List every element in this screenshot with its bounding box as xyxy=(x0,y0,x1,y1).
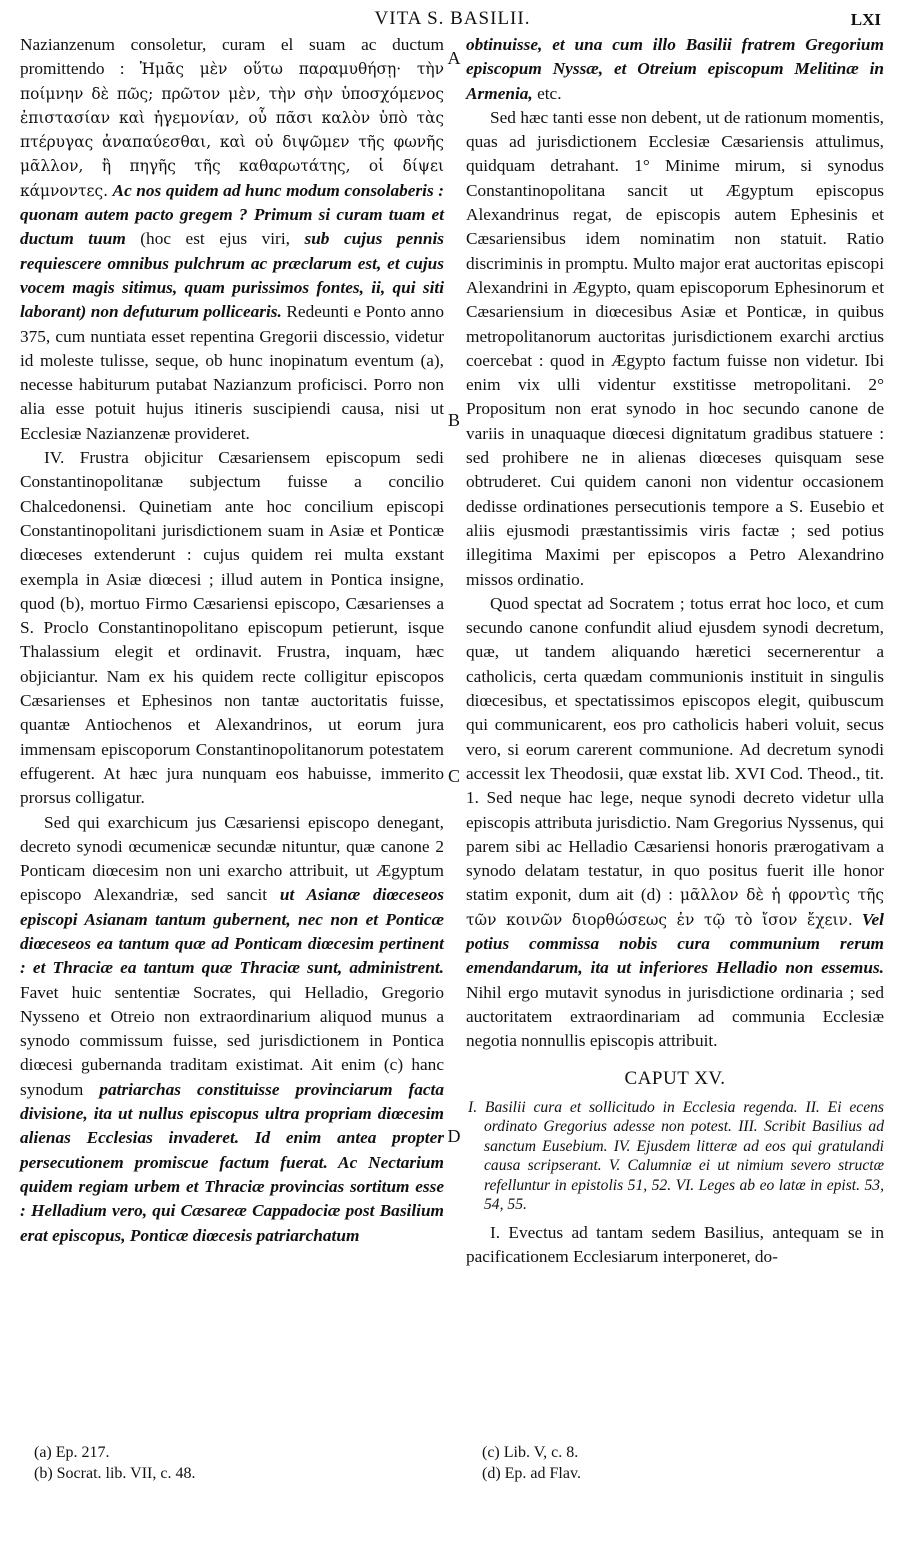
text-run: (hoc est ejus viri, xyxy=(140,229,305,249)
paragraph: Sed hæc tanti esse non debent, ut de rationum momentis, quas ad jurisdictionem Ecclesiæ Cæsariensis attulimus, quidquam detrahant. 1° Minime mirum, si synodus Constantinopolitana sancit ut Ægyptum episcopus Alexandrinus regat, de episcopis autem Ephesinis et Cæsariensibus idem nominatim non statuit. Ratio discriminis in promptu. Multo major erat auctoritas episcopi Alexandrini in Ægypto, quam episcoporum Ephesinorum et Cæsariensium in diœcesibus Asiæ et Ponticæ, in quibus metropolitanorum auctoritas jurisdictionem exarchi arctius coercebat : quod in Ægypto factum fuisse non videtur. Ibi enim vix ulli videntur exstitisse metropolitani. 2° Propositum non erat synodo in hoc secundo canone de variis in unaquaque diœcesi dignitatum gradibus statuere : sed prohibere ne in alienas diœceses quisquam sese obtruderet. Cui quidem canoni non videntur occasionem dedisse ordinationes persecutionis tempore a S. Eusebio et aliis ejusmodi præstantissimis viris factæ ; sed potius illegitima Maximi per episcopos a Petro Alexandrino missos ordinatio. xyxy=(466,107,884,589)
text-run: etc. xyxy=(532,83,562,103)
socrates-quote: patriarchas constituisse provinciarum facta divisione, ita ut nullus episcopus ultra propriam diœcesim alienas Ecclesias invaderet. Id enim antea propter persecutionem promiscue factum fuerat. Ac Nectarium quidem regiam urbem et Thraciæ provincias sortitum esse : Helladium vero, qui Cæsareæ Cappadociæ post Basilium erat episcopus, Ponticæ diœcesis patriarchatum xyxy=(20,1079,444,1245)
footnotes-right xyxy=(482,1442,581,1484)
margin-marker-b: B xyxy=(447,410,460,430)
latin-translation: Ac nos quidem ad hunc modum consolaberis : quonam autem pacto gregem ? Primum si curam tuam et ductum tuum xyxy=(20,180,444,249)
text-run: Nihil ergo mutavit synodus in jurisdictione ordinaria ; sed auctoritatem extraordinariam ad communia Ecclesiæ negotia nonnullis episcopis attribuit. xyxy=(466,982,884,1051)
socrates-quote-cont: obtinuisse, et una cum illo Basilii fratrem Gregorium episcopum Nyssæ, et Otreium episcopum Melitinæ in Armenia, xyxy=(466,35,884,103)
running-head xyxy=(0,6,905,34)
paragraph xyxy=(466,33,884,106)
text-run: Redeunti e Ponto anno 375, cum nuntiata esset repentina Gregorii discessio, videtur id moleste tulisse, seque, ob hunc inopinatum eventum (a), necesse habiturum putabat Nazianzum proficisci. Porro non alia esse potuit hujus itineris suscipiendi causa, nisi ut Ecclesiæ Nazianzenæ provideret. xyxy=(20,302,444,443)
paragraph: IV. Frustra objicitur Cæsariensem episcopum sedi Constantinopolitanæ subjectum fuisse a concilio Chalcedonensi. Quinetiam ante hoc concilium episcopi Constantinopolitani jurisdictionem suam in Asiæ et Ponticæ diœceses extenderunt : cujus quidem rei multa exstant exempla in Asiæ diœcesi ; illud autem in Pontica insigne, quod (b), mortuo Firmo Cæsariensi episcopo, Cæsarienses a S. Proclo Constantinopolitano episcopum petierunt, isque Thalassium elegit et ordinavit. Frustra, inquam, hæc objiciantur. Nam ex his quidem recte colligitur episcopos Cæsarienses et Ephesinos non tantæ auctoritatis fuisse, quantæ Antiochenos et Alexandrinos, ut eorum jura immensam episcoporum Constantinopolitanorum potestatem effugerent. At hæc jura nunquam eos habuisse, immerito prorsus colligatur. xyxy=(20,448,444,808)
left-column xyxy=(20,33,444,1248)
text-run: Favet huic sententiæ Socrates, qui Helladio, Gregorio Nysseno et Otreio non extraordinarium aliquod munus a synodo commissum fuisse, sed jurisdictionem in Pontica diœcesi gubernanda traditam existimat. Ait enim (c) hanc synodum xyxy=(20,982,444,1099)
text-run: Nazianzenum consoletur, curam el suam ac ductum promittendo : xyxy=(20,35,444,79)
footnote: (a) Ep. 217. xyxy=(34,1444,110,1461)
text-run: Sed qui exarchicum jus Cæsariensi episcopo denegant, decreto synodi œcumenicæ secundæ nituntur, quæ canone 2 Ponticam diœcesim non uni exarcho attribuit, ut Ægyptum episcopo Alexandriæ, sed sancit xyxy=(20,812,444,905)
running-title: VITA S. BASILII. xyxy=(374,8,531,29)
greek-quote: μᾶλλον δὲ ἡ φροντὶς τῆς τῶν κοινῶν διορθώσεως ἐν τῷ τὸ ἴσον ἔχειν. xyxy=(466,886,884,929)
margin-marker-a: A xyxy=(447,48,461,68)
margin-marker-d: D xyxy=(447,1126,461,1146)
footnotes-left xyxy=(34,1442,195,1484)
latin-translation: sub cujus pennis requiescere omnibus pulchrum ac præclarum est, et cujus vocem magis sitimus, quam purissimos fontes, ii, qui siti laborant xyxy=(20,229,444,322)
footnote: (d) Ep. ad Flav. xyxy=(482,1465,581,1482)
greek-quote: Ἡμᾶς μὲν οὕτω παραμυθήσῃ· τὴν ποίμνην δὲ πῶς; πρῶτον μὲν, τὴν σὴν ὑποσχόμενος ἐπιστασίαν καὶ ἡγεμονίαν, οὗ πᾶσι καλὸν ὑπὸ τὰς πτέρυγας ἀναπαύεσθαι, καὶ οὐ διψῶμεν τῆς φωνῆς μᾶλλον, ἢ πηγῆς τῆς καθαρωτάτης, οἱ δίψει κάμνοντες. xyxy=(20,60,444,200)
paragraph xyxy=(466,592,884,1054)
right-column xyxy=(466,33,884,1269)
footnote: (b) Socrat. lib. VII, c. 48. xyxy=(34,1465,196,1482)
paragraph xyxy=(20,811,444,1248)
chapter-summary: I. Basilii cura et sollicitudo in Ecclesia regenda. II. Ei ecens ordinato Gregorius adesse non potest. III. Scribit Basilius ad sanctum Eusebium. IV. Ejusdem litteræ ad eos qui gratulandi causa scripserant. V. Calumniæ ei ut nimium severo structæ refelluntur in epistolis 51, 52. VI. Leges ab eo latæ in epist. 53, 54, 55. xyxy=(468,1098,884,1214)
text-run: Quod spectat ad Socratem ; totus errat hoc loco, et cum secundo canone confundit aliud ejusdem synodi decretum, quæ, ut tandem aliquando hæretici secernerentur a catholicis, certa quædam communionis instituit in singulis diœcesibus, et spectatissimos episcopos elegit, quibuscum qui communicarent, eos pro catholicis haberi voluit, secus vero, si eorum carerent communione. Ad decretum synodi accessit lex Theodosii, quæ exstat lib. XVI Cod. Theod., tit. 1. Sed neque hac lege, neque synodi decreto videtur ulla episcopis attributa jurisdictio. Nam Gregorius Nyssenus, qui parem sibi ac Helladio Cæsariensi honoris prærogativam a synodo delatam testatur, in quo positus fuerit ille honor statim exponit, dum ait (d) : xyxy=(466,593,884,905)
page-number: LXI xyxy=(850,10,881,29)
chapter-heading: CAPUT XV. xyxy=(624,1068,726,1090)
canon-quote: ut Asianæ diœceseos episcopi Asianam tantum gubernent, nec non et Ponticæ diœceseos ea tantum quæ ad Ponticam diœcesim pertinent : et Thraciæ ea tantum quæ Thraciæ sunt, administrent. xyxy=(20,885,444,978)
margin-marker-c: C xyxy=(447,766,460,786)
latin-translation: Vel potius commissa nobis cura communium rerum emendandarum, ita ut inferiores Helladio non essemus. xyxy=(466,909,884,978)
footnote: (c) Lib. V, c. 8. xyxy=(482,1444,579,1461)
paragraph xyxy=(20,33,444,446)
latin-translation: ) non defuturum pollicearis. xyxy=(80,302,282,322)
paragraph: I. Evectus ad tantam sedem Basilius, antequam se in pacificationem Ecclesiarum interponeret, do- xyxy=(466,1222,884,1267)
